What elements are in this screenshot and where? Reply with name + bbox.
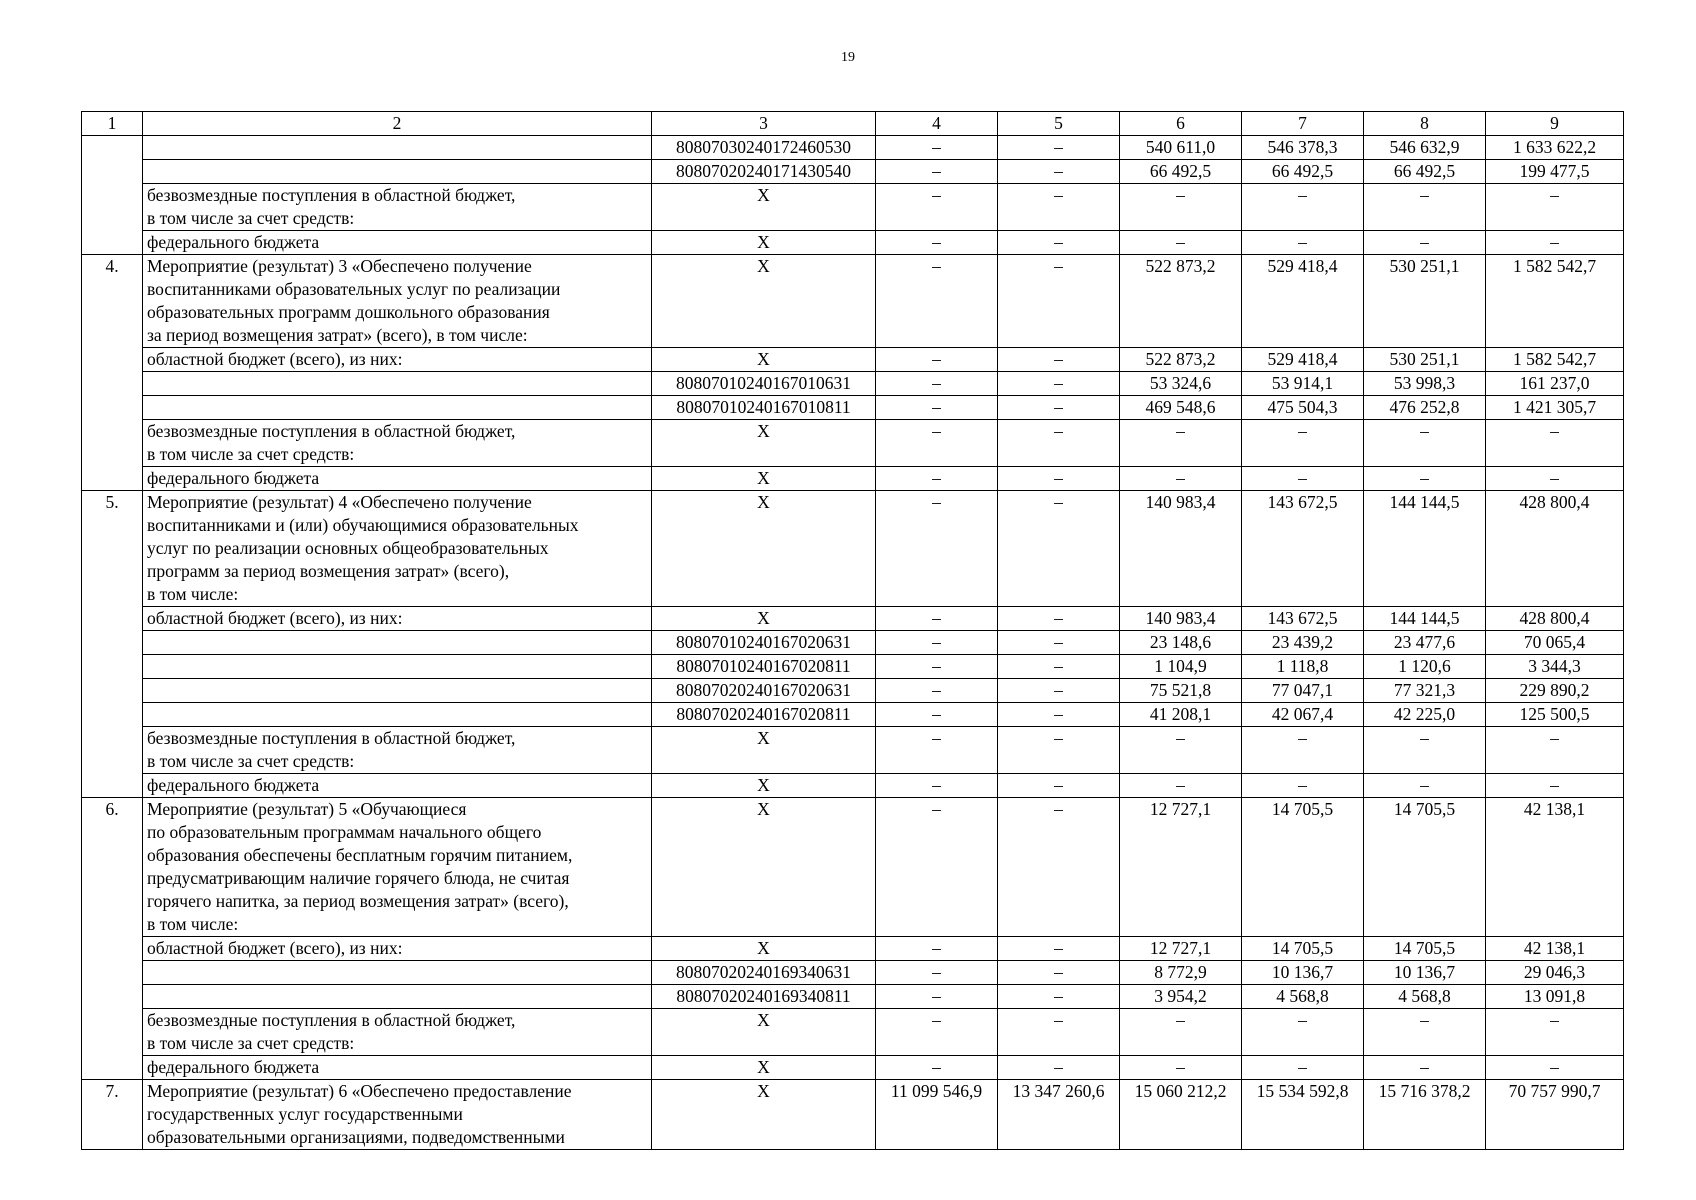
cell-col-3: Х [652,348,876,372]
cell-col-6: – [1120,1009,1242,1056]
cell-col-5: – [998,160,1120,184]
cell-col-4: – [876,372,998,396]
cell-col-9: 428 800,4 [1486,607,1624,631]
cell-col-8: – [1364,1009,1486,1056]
cell-col-2: безвозмездные поступления в областной бюджет, в том числе за счет средств: [143,1009,652,1056]
cell-col-5: – [998,631,1120,655]
cell-col-9: 1 421 305,7 [1486,396,1624,420]
cell-col-2: Мероприятие (результат) 6 «Обеспечено предоставление государственных услуг государственными образовательными организациями, подведомственными [143,1080,652,1150]
header-cell-9: 9 [1486,112,1624,136]
cell-col-8: 77 321,3 [1364,679,1486,703]
cell-col-6: – [1120,467,1242,491]
cell-col-7: 66 492,5 [1242,160,1364,184]
cell-col-4: – [876,160,998,184]
cell-col-2: Мероприятие (результат) 5 «Обучающиеся по образовательным программам начального общего образования обеспечены бесплатным горячим питанием, предусматривающим наличие горячего блюда, не считая горячего напитка, за период возмещения затрат» (всего), в том числе: [143,798,652,937]
cell-col-6: 522 873,2 [1120,255,1242,348]
cell-col-6: 3 954,2 [1120,985,1242,1009]
cell-col-1: 7. [82,1080,143,1150]
cell-col-7: 4 568,8 [1242,985,1364,1009]
cell-col-8: 530 251,1 [1364,348,1486,372]
header-cell-6: 6 [1120,112,1242,136]
cell-col-8: 546 632,9 [1364,136,1486,160]
cell-col-9: – [1486,467,1624,491]
table-row [82,703,1624,727]
cell-col-2 [143,961,652,985]
cell-col-7: – [1242,1009,1364,1056]
cell-col-2: Мероприятие (результат) 4 «Обеспечено получение воспитанниками и (или) обучающимися образовательных услуг по реализации основных общеобразовательных программ за период возмещения затрат» (всего), в том числе: [143,491,652,607]
cell-col-4: – [876,607,998,631]
table-row [82,937,1624,961]
cell-col-1 [82,136,143,255]
cell-col-2: федерального бюджета [143,467,652,491]
table-row [82,727,1624,774]
cell-col-3: Х [652,255,876,348]
cell-col-9: 199 477,5 [1486,160,1624,184]
cell-col-8: – [1364,774,1486,798]
cell-col-4: – [876,631,998,655]
cell-col-3: 80807020240169340811 [652,985,876,1009]
cell-col-4: – [876,467,998,491]
cell-col-2 [143,396,652,420]
cell-col-7: 475 504,3 [1242,396,1364,420]
cell-col-5: – [998,1056,1120,1080]
cell-col-3: Х [652,491,876,607]
cell-col-9: 3 344,3 [1486,655,1624,679]
cell-col-5: – [998,655,1120,679]
cell-col-5: – [998,396,1120,420]
cell-col-9: 229 890,2 [1486,679,1624,703]
table-row [82,491,1624,607]
table-row [82,396,1624,420]
budget-table [81,111,1624,1150]
header-cell-4: 4 [876,112,998,136]
table-row [82,679,1624,703]
header-cell-7: 7 [1242,112,1364,136]
table-body [82,112,1624,1150]
cell-col-4: – [876,396,998,420]
table-row [82,420,1624,467]
cell-col-8: 476 252,8 [1364,396,1486,420]
cell-col-9: – [1486,420,1624,467]
cell-col-5: – [998,607,1120,631]
cell-col-3: Х [652,774,876,798]
cell-col-7: 14 705,5 [1242,798,1364,937]
cell-col-7: – [1242,420,1364,467]
cell-col-6: 469 548,6 [1120,396,1242,420]
table-row [82,1056,1624,1080]
cell-col-7: 23 439,2 [1242,631,1364,655]
cell-col-6: – [1120,1056,1242,1080]
cell-col-3: Х [652,184,876,231]
cell-col-7: 546 378,3 [1242,136,1364,160]
cell-col-6: – [1120,774,1242,798]
cell-col-5: – [998,774,1120,798]
table-row [82,631,1624,655]
cell-col-5: – [998,467,1120,491]
cell-col-9: 1 633 622,2 [1486,136,1624,160]
cell-col-4: – [876,1009,998,1056]
cell-col-6: 540 611,0 [1120,136,1242,160]
cell-col-8: 42 225,0 [1364,703,1486,727]
cell-col-2: федерального бюджета [143,231,652,255]
cell-col-2: областной бюджет (всего), из них: [143,937,652,961]
cell-col-5: – [998,937,1120,961]
cell-col-7: – [1242,774,1364,798]
cell-col-5: – [998,727,1120,774]
table-row [82,136,1624,160]
cell-col-9: 42 138,1 [1486,798,1624,937]
cell-col-6: 140 983,4 [1120,607,1242,631]
cell-col-2 [143,372,652,396]
cell-col-3: Х [652,1080,876,1150]
cell-col-2 [143,985,652,1009]
cell-col-7: 77 047,1 [1242,679,1364,703]
cell-col-8: 144 144,5 [1364,607,1486,631]
table-row [82,231,1624,255]
cell-col-4: – [876,655,998,679]
cell-col-6: – [1120,184,1242,231]
cell-col-4: – [876,255,998,348]
table-row [82,184,1624,231]
cell-col-2 [143,679,652,703]
cell-col-4: – [876,937,998,961]
cell-col-3: Х [652,1056,876,1080]
cell-col-7: 143 672,5 [1242,607,1364,631]
cell-col-4: – [876,679,998,703]
cell-col-1: 4. [82,255,143,491]
cell-col-7: – [1242,727,1364,774]
cell-col-2: областной бюджет (всего), из них: [143,348,652,372]
cell-col-9: 161 237,0 [1486,372,1624,396]
cell-col-9: – [1486,1056,1624,1080]
table-row [82,985,1624,1009]
cell-col-8: – [1364,184,1486,231]
cell-col-3: Х [652,1009,876,1056]
header-cell-8: 8 [1364,112,1486,136]
cell-col-9: 428 800,4 [1486,491,1624,607]
cell-col-6: 41 208,1 [1120,703,1242,727]
cell-col-8: – [1364,420,1486,467]
header-row [82,112,1624,136]
cell-col-5: – [998,679,1120,703]
cell-col-7: – [1242,467,1364,491]
cell-col-7: 53 914,1 [1242,372,1364,396]
cell-col-3: 80807020240171430540 [652,160,876,184]
table-row [82,1009,1624,1056]
cell-col-2: федерального бюджета [143,1056,652,1080]
cell-col-4: – [876,136,998,160]
cell-col-7: 42 067,4 [1242,703,1364,727]
cell-col-4: – [876,727,998,774]
cell-col-4: 11 099 546,9 [876,1080,998,1150]
cell-col-9: 125 500,5 [1486,703,1624,727]
cell-col-5: – [998,985,1120,1009]
cell-col-3: 80807010240167020631 [652,631,876,655]
cell-col-3: 80807010240167010631 [652,372,876,396]
cell-col-6: 140 983,4 [1120,491,1242,607]
page-number: 19 [841,50,855,65]
cell-col-6: 15 060 212,2 [1120,1080,1242,1150]
header-cell-3: 3 [652,112,876,136]
cell-col-2: безвозмездные поступления в областной бюджет, в том числе за счет средств: [143,184,652,231]
cell-col-8: – [1364,467,1486,491]
cell-col-9: 1 582 542,7 [1486,255,1624,348]
cell-col-6: 1 104,9 [1120,655,1242,679]
cell-col-5: – [998,231,1120,255]
cell-col-3: 80807020240167020811 [652,703,876,727]
cell-col-4: – [876,798,998,937]
cell-col-5: – [998,961,1120,985]
cell-col-8: 53 998,3 [1364,372,1486,396]
cell-col-8: – [1364,727,1486,774]
cell-col-8: 14 705,5 [1364,937,1486,961]
cell-col-5: – [998,184,1120,231]
table-row [82,255,1624,348]
cell-col-6: 8 772,9 [1120,961,1242,985]
cell-col-8: 15 716 378,2 [1364,1080,1486,1150]
cell-col-3: Х [652,467,876,491]
cell-col-3: Х [652,937,876,961]
cell-col-7: – [1242,184,1364,231]
cell-col-8: – [1364,1056,1486,1080]
header-cell-1: 1 [82,112,143,136]
cell-col-4: – [876,961,998,985]
cell-col-7: 529 418,4 [1242,348,1364,372]
cell-col-9: – [1486,727,1624,774]
cell-col-8: 66 492,5 [1364,160,1486,184]
cell-col-3: 80807020240167020631 [652,679,876,703]
cell-col-2 [143,703,652,727]
cell-col-9: – [1486,231,1624,255]
table-row [82,961,1624,985]
cell-col-9: – [1486,1009,1624,1056]
cell-col-8: 4 568,8 [1364,985,1486,1009]
cell-col-2: безвозмездные поступления в областной бюджет, в том числе за счет средств: [143,727,652,774]
cell-col-2 [143,136,652,160]
cell-col-2 [143,631,652,655]
cell-col-6: 12 727,1 [1120,937,1242,961]
cell-col-5: – [998,136,1120,160]
cell-col-4: – [876,491,998,607]
cell-col-7: 15 534 592,8 [1242,1080,1364,1150]
table-row [82,160,1624,184]
cell-col-8: 10 136,7 [1364,961,1486,985]
cell-col-5: – [998,348,1120,372]
cell-col-7: 1 118,8 [1242,655,1364,679]
cell-col-2: областной бюджет (всего), из них: [143,607,652,631]
cell-col-5: – [998,491,1120,607]
table-row [82,372,1624,396]
cell-col-7: 14 705,5 [1242,937,1364,961]
cell-col-2 [143,160,652,184]
cell-col-6: 66 492,5 [1120,160,1242,184]
cell-col-5: – [998,703,1120,727]
cell-col-1: 6. [82,798,143,1080]
table-row [82,607,1624,631]
cell-col-8: 530 251,1 [1364,255,1486,348]
cell-col-3: Х [652,231,876,255]
cell-col-9: 1 582 542,7 [1486,348,1624,372]
cell-col-9: 70 065,4 [1486,631,1624,655]
cell-col-7: 10 136,7 [1242,961,1364,985]
cell-col-9: – [1486,184,1624,231]
cell-col-6: – [1120,231,1242,255]
cell-col-9: – [1486,774,1624,798]
cell-col-4: – [876,184,998,231]
cell-col-3: 80807020240169340631 [652,961,876,985]
cell-col-2 [143,655,652,679]
cell-col-7: 143 672,5 [1242,491,1364,607]
cell-col-4: – [876,1056,998,1080]
cell-col-8: 14 705,5 [1364,798,1486,937]
table-row [82,348,1624,372]
cell-col-4: – [876,774,998,798]
cell-col-7: – [1242,231,1364,255]
cell-col-2: Мероприятие (результат) 3 «Обеспечено получение воспитанниками образовательных услуг по реализации образовательных программ дошкольного образования за период возмещения затрат» (всего), в том числе: [143,255,652,348]
cell-col-5: – [998,1009,1120,1056]
table-row [82,1080,1624,1150]
cell-col-5: 13 347 260,6 [998,1080,1120,1150]
cell-col-9: 42 138,1 [1486,937,1624,961]
cell-col-4: – [876,985,998,1009]
cell-col-3: Х [652,727,876,774]
cell-col-3: Х [652,420,876,467]
cell-col-6: – [1120,727,1242,774]
cell-col-5: – [998,372,1120,396]
cell-col-8: – [1364,231,1486,255]
cell-col-3: Х [652,607,876,631]
cell-col-3: 80807010240167020811 [652,655,876,679]
cell-col-6: 12 727,1 [1120,798,1242,937]
cell-col-3: Х [652,798,876,937]
cell-col-4: – [876,703,998,727]
cell-col-5: – [998,255,1120,348]
cell-col-8: 144 144,5 [1364,491,1486,607]
cell-col-8: 1 120,6 [1364,655,1486,679]
table-row [82,774,1624,798]
cell-col-8: 23 477,6 [1364,631,1486,655]
cell-col-2: безвозмездные поступления в областной бюджет, в том числе за счет средств: [143,420,652,467]
cell-col-9: 13 091,8 [1486,985,1624,1009]
header-cell-2: 2 [143,112,652,136]
cell-col-4: – [876,348,998,372]
table-row [82,467,1624,491]
cell-col-6: 23 148,6 [1120,631,1242,655]
table-row [82,655,1624,679]
cell-col-9: 29 046,3 [1486,961,1624,985]
cell-col-6: 75 521,8 [1120,679,1242,703]
cell-col-6: 53 324,6 [1120,372,1242,396]
cell-col-3: 80807010240167010811 [652,396,876,420]
cell-col-6: – [1120,420,1242,467]
cell-col-4: – [876,231,998,255]
cell-col-7: – [1242,1056,1364,1080]
cell-col-7: 529 418,4 [1242,255,1364,348]
table-row [82,798,1624,937]
cell-col-5: – [998,420,1120,467]
cell-col-3: 80807030240172460530 [652,136,876,160]
cell-col-1: 5. [82,491,143,798]
cell-col-5: – [998,798,1120,937]
cell-col-6: 522 873,2 [1120,348,1242,372]
header-cell-5: 5 [998,112,1120,136]
cell-col-9: 70 757 990,7 [1486,1080,1624,1150]
cell-col-2: федерального бюджета [143,774,652,798]
cell-col-4: – [876,420,998,467]
